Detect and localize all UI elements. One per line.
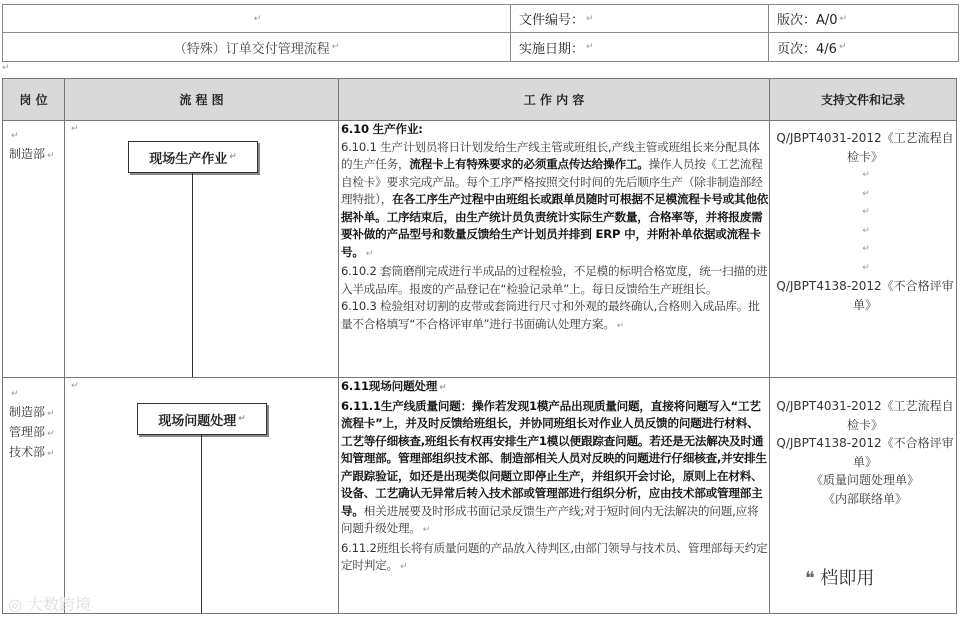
paragraph-6-11-2: 6.11.2班组长将有质量问题的产品放入待判区,由部门领导与技术员、管理部每天约定定时判定。 ↵ <box>341 540 768 572</box>
flow-connector <box>201 435 202 613</box>
header-blank-cell: ↵ <box>3 5 511 33</box>
flow-connector <box>192 173 193 377</box>
ref-quality-issue-form: 《质量问题处理单》 <box>810 473 919 487</box>
col-header-work: 工 作 内 容 <box>339 79 769 120</box>
row2-references <box>773 397 957 508</box>
ref-process-check-card: Q/JBPT4031-2012《工艺流程自检卡》 <box>776 131 954 164</box>
paragraph-mark: ↵ <box>71 124 79 134</box>
grid-line <box>338 79 339 613</box>
col-header-post: 岗 位 <box>3 79 64 120</box>
document-header <box>2 4 959 62</box>
ref-process-check-card: Q/JBPT4031-2012《工艺流程自检卡》 <box>776 399 954 432</box>
row1-work-content <box>341 121 769 335</box>
row2-post: ↵ 制造部 ↵ 管理部 ↵ 技术部 ↵ <box>9 389 55 459</box>
grid-line <box>64 79 65 613</box>
ref-nonconformance-review: Q/JBPT4138-2012《不合格评审单》 <box>776 436 954 469</box>
grid-line <box>769 79 770 613</box>
section-title-6-11: 6.11现场问题处理 ↵ <box>341 379 447 393</box>
flow-step-issue-handling: 现场问题处理 ↵ <box>137 403 267 435</box>
paragraph-mark: ↵ <box>2 63 10 73</box>
ref-internal-contact-form: 《内部联络单》 <box>822 491 907 506</box>
paragraph-mark: ↵ <box>71 381 79 391</box>
paragraph-6-10-2: 6.10.2 套筒磨削完成进行半成品的过程检验，不足模的标明合格宽度，统一扫描的进入半成品库。报废的产品登记在“检验记录单”上。每日反馈给生产班组长。 <box>341 264 768 296</box>
row1-references: Q/JBPT4031-2012《工艺流程自检卡》 ↵ ↵ ↵ ↵ ↵ ↵ Q/JBPT4138-2012《不合格评审单》 <box>773 129 957 314</box>
row1-post: ↵ 制造部 ↵ <box>9 131 55 161</box>
watermark-right: ❝ 档即用 <box>805 568 875 589</box>
paragraph-6-11-1: 6.11.1生产线质量问题：操作若发现1模产品出现质量问题，直接将问题写入“工艺流程卡”上，并及时反馈给班组长，并协同班组长对作业人员反馈的问题进行材料、工艺等仔细核查,班组长有权再安排生产1模以便跟踪查问题。若还是无法解决及时通知管理部。管理部组织技术部、制造部相关人员对反映的问题进行仔细核查,并安排生产跟踪验证，如还是出现类似问题立即停止生产，并组织开会讨论，原则上在材料、设备、工艺确认无异常后转入技术部或管理部进行组织分析，应由技术部或管理部主导。相关进展要及时形成书面记录反馈生产产线;对于短时间内无法解决的问题,应将问题升级处理。 ↵ <box>341 398 767 535</box>
row2-work-content <box>341 378 769 577</box>
paragraph-6-10-1: 6.10.1 生产计划员将日计划发给生产线主管或班组长,产线主管或班组长来分配具体的生产任务，流程卡上有特殊要求的必须重点传达给操作工。操作人员按《工艺流程自检卡》要求完成产品。每个工序严格按照交付时间的先后顺序生产（除非制造部经理特批），在各工序生产过程中由班组长或跟单员随时可根据不足模流程卡号或其他依据补单。工序结束后，由生产统计员负责统计实际生产数量，合格率等，并将报废需要补做的产品型号和数量反馈给生产计划员并排到 ERP 中，并附补单依据或流程卡号。 ↵ <box>341 139 769 259</box>
col-header-flow: 流 程 图 <box>65 79 338 120</box>
process-table <box>2 78 957 614</box>
flow-step-production: 现场生产作业 ↵ <box>128 141 258 173</box>
section-title-6-10: 6.10 生产作业: <box>341 122 423 136</box>
document-title: （特殊）订单交付管理流程 ↵ <box>3 33 511 61</box>
version-field: 版次：A/0 ↵ <box>769 5 958 33</box>
ref-nonconformance-review: Q/JBPT4138-2012《不合格评审单》 <box>776 279 954 312</box>
chat-bubble-icon: ◎ <box>8 595 22 614</box>
wechat-icon: ❝ <box>805 568 815 589</box>
paragraph-6-10-3: 6.10.3 检验组对切割的皮带或套筒进行尺寸和外观的最终确认,合格则入成品库。批量不合格填写“不合格评审单”进行书面确认处理方案。 ↵ <box>341 299 760 331</box>
implementation-date-field: 实施日期： ↵ <box>511 33 769 61</box>
col-header-docs: 支持文件和记录 <box>770 79 956 120</box>
doc-number-field: 文件编号： ↵ <box>511 5 769 33</box>
watermark-left: ◎ 大数跨境 <box>8 595 92 614</box>
page-number-field: 页次：4/6 ↵ <box>777 41 847 57</box>
